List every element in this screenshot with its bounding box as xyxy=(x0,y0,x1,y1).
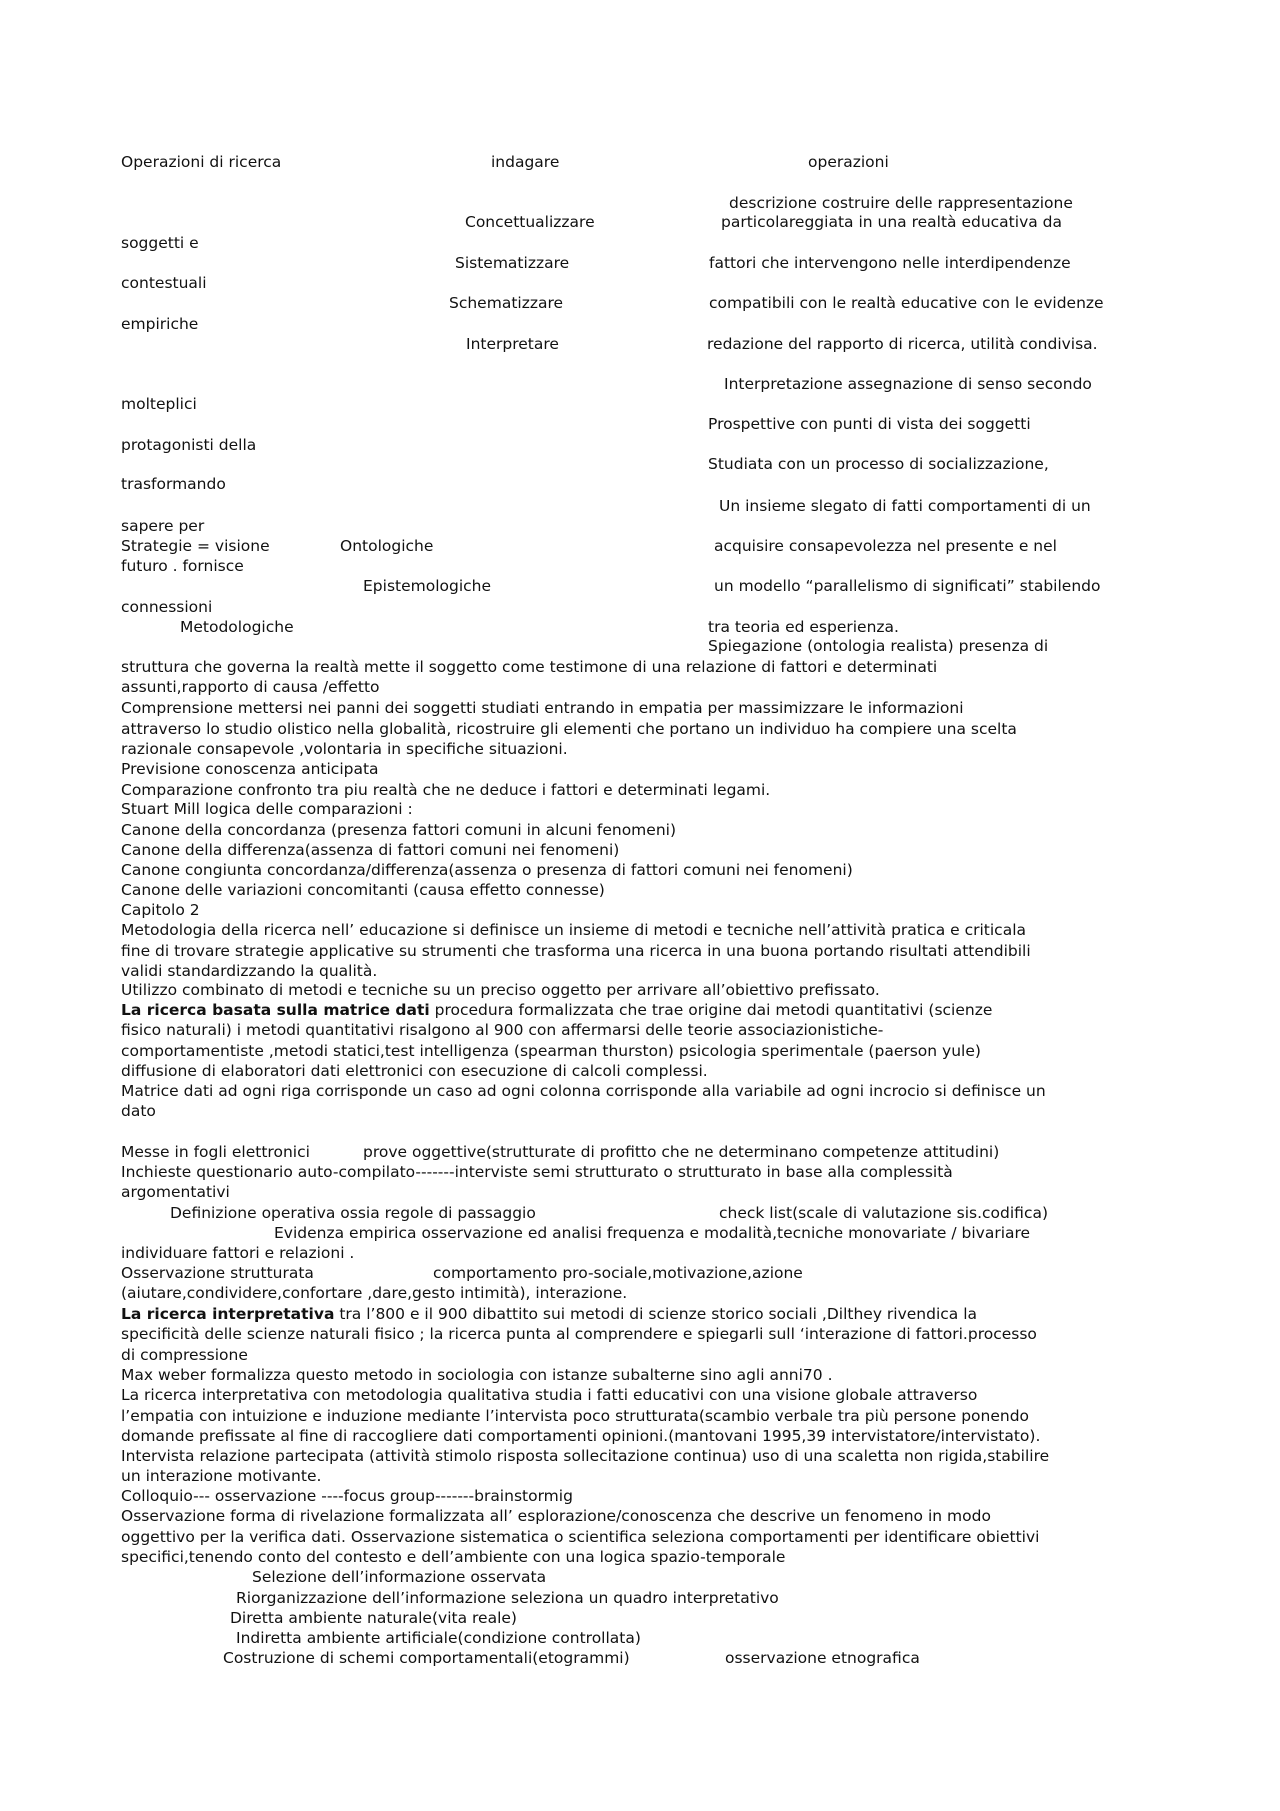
section-heading-capitolo-2: Capitolo 2 xyxy=(121,901,200,919)
text-line: (aiutare,condividere,confortare ,dare,gesto intimità), interazione. xyxy=(121,1284,628,1302)
text-line: empiriche xyxy=(121,315,199,333)
text-line: Interpretazione assegnazione di senso secondo xyxy=(724,375,1092,393)
text-line: un modello “parallelismo di significati” stabilendo xyxy=(714,577,1101,595)
text-line: diffusione di elaboratori dati elettronici con esecuzione di calcoli complessi. xyxy=(121,1062,708,1080)
text-line: connessioni xyxy=(121,598,213,616)
text-line: Interpretare xyxy=(466,335,559,353)
text-line: oggettivo per la verifica dati. Osservazione sistematica o scientifica seleziona comportamenti per identificare obiettivi xyxy=(121,1528,1040,1546)
text-line: comportamentiste ,metodi statici,test intelligenza (spearman thurston) psicologia sperimentale (paerson yule) xyxy=(121,1042,981,1060)
text-span: tra l’800 e il 900 dibattito sui metodi di scienze storico sociali ,Dilthey rivendica la xyxy=(334,1305,978,1323)
text-line: Osservazione forma di rivelazione formalizzata all’ esplorazione/conoscenza che descrive un fenomeno in modo xyxy=(121,1507,991,1525)
text-line: Max weber formalizza questo metodo in sociologia con istanze subalterne sino agli anni70 . xyxy=(121,1366,833,1384)
text-line: dato xyxy=(121,1102,156,1120)
text-line: Costruzione di schemi comportamentali(etogrammi) xyxy=(223,1649,630,1667)
text-line: Canone delle variazioni concomitanti (causa effetto connesse) xyxy=(121,881,605,899)
text-line: Spiegazione (ontologia realista) presenza di xyxy=(708,637,1049,655)
text-line: Diretta ambiente naturale(vita reale) xyxy=(230,1609,517,1627)
text-line: futuro . fornisce xyxy=(121,557,244,575)
text-line: individuare fattori e relazioni . xyxy=(121,1244,355,1262)
text-line xyxy=(121,1000,992,1020)
text-line: domande prefissate al fine di raccogliere dati comportamenti opinioni.(mantovani 1995,39 intervistatore/intervistato). xyxy=(121,1427,1041,1445)
text-line: prove oggettive(strutturate di profitto che ne determinano competenze attitudini) xyxy=(363,1143,1000,1161)
text-line: tra teoria ed esperienza. xyxy=(708,618,899,636)
text-line: contestuali xyxy=(121,274,207,292)
text-line: Canone della differenza(assenza di fattori comuni nei fenomeni) xyxy=(121,841,620,859)
text-line: l’empatia con intuizione e induzione mediante l’intervista poco strutturata(scambio verbale tra più persone ponendo xyxy=(121,1407,1030,1425)
text-line: Evidenza empirica osservazione ed analisi frequenza e modalità,tecniche monovariate / bivariare xyxy=(274,1224,1031,1242)
text-line: Colloquio--- osservazione ----focus group-------brainstormig xyxy=(121,1487,573,1505)
text-line: redazione del rapporto di ricerca, utilità condivisa. xyxy=(707,335,1098,353)
bold-term-matrice-dati: La ricerca basata sulla matrice dati xyxy=(121,1001,430,1019)
text-line: Un insieme slegato di fatti comportamenti di un xyxy=(719,497,1091,515)
text-line: Utilizzo combinato di metodi e tecniche su un preciso oggetto per arrivare all’obiettivo prefissato. xyxy=(121,981,880,999)
text-line: soggetti e xyxy=(121,234,199,252)
text-line: fine di trovare strategie applicative su strumenti che trasforma una ricerca in una buona portando risultati attendibili xyxy=(121,942,1031,960)
text-line: fattori che intervengono nelle interdipendenze xyxy=(709,254,1071,272)
text-line: particolareggiata in una realtà educativa da xyxy=(721,213,1062,231)
text-line: Riorganizzazione dell’informazione seleziona un quadro interpretativo xyxy=(236,1589,779,1607)
text-line: compatibili con le realtà educative con le evidenze xyxy=(709,294,1104,312)
header-col-operazioni: operazioni xyxy=(808,153,889,171)
text-line: Prospettive con punti di vista dei soggetti xyxy=(708,415,1031,433)
text-line: trasformando xyxy=(121,475,226,493)
text-line: specificità delle scienze naturali fisico ; la ricerca punta al comprendere e spiegarli sull ‘interazione di fattori.processo xyxy=(121,1325,1037,1343)
text-line xyxy=(121,1304,977,1324)
text-line: assunti,rapporto di causa /effetto xyxy=(121,678,380,696)
text-line: Matrice dati ad ogni riga corrisponde un caso ad ogni colonna corrisponde alla variabile ad ogni incrocio si definisce un xyxy=(121,1082,1046,1100)
text-line: argomentativi xyxy=(121,1183,230,1201)
text-line: osservazione etnografica xyxy=(725,1649,920,1667)
text-line: Epistemologiche xyxy=(363,577,492,595)
text-line: Indiretta ambiente artificiale(condizione controllata) xyxy=(236,1629,641,1647)
text-line: Studiata con un processo di socializzazione, xyxy=(708,455,1049,473)
text-line: Schematizzare xyxy=(449,294,564,312)
text-line: Previsione conoscenza anticipata xyxy=(121,760,379,778)
text-line: Comprensione mettersi nei panni dei soggetti studiati entrando in empatia per massimizzare le informazioni xyxy=(121,699,964,717)
text-line: Canone congiunta concordanza/differenza(assenza o presenza di fattori comuni nei fenomeni) xyxy=(121,861,853,879)
text-line: struttura che governa la realtà mette il soggetto come testimone di una relazione di fattori e determinati xyxy=(121,658,938,676)
text-span: procedura formalizzata che trae origine dai metodi quantitativi (scienze xyxy=(429,1001,993,1019)
text-line: di compressione xyxy=(121,1346,248,1364)
text-line: La ricerca interpretativa con metodologia qualitativa studia i fatti educativi con una visione globale attraverso xyxy=(121,1386,978,1404)
text-line: un interazione motivante. xyxy=(121,1467,322,1485)
text-line: Canone della concordanza (presenza fattori comuni in alcuni fenomeni) xyxy=(121,821,676,839)
text-line: specifici,tenendo conto del contesto e dell’ambiente con una logica spazio-temporale xyxy=(121,1548,786,1566)
text-line: Messe in fogli elettronici xyxy=(121,1143,310,1161)
text-line: validi standardizzando la qualità. xyxy=(121,962,378,980)
text-line: Stuart Mill logica delle comparazioni : xyxy=(121,800,413,818)
text-line: Strategie = visione xyxy=(121,537,270,555)
text-line: Concettualizzare xyxy=(465,213,595,231)
text-line: Inchieste questionario auto-compilato-------interviste semi strutturato o strutturato in base alla complessità xyxy=(121,1163,953,1181)
header-col-indagare: indagare xyxy=(491,153,560,171)
text-line: sapere per xyxy=(121,517,205,535)
text-line: razionale consapevole ,volontaria in specifiche situazioni. xyxy=(121,740,568,758)
text-line: Intervista relazione partecipata (attività stimolo risposta sollecitazione continua) uso di una scaletta non rigida,stabilire xyxy=(121,1447,1050,1465)
text-line: protagonisti della xyxy=(121,436,257,454)
text-line: Metodologiche xyxy=(180,618,294,636)
text-line: comportamento pro-sociale,motivazione,azione xyxy=(433,1264,803,1282)
header-col-operazioni-ricerca: Operazioni di ricerca xyxy=(121,153,282,171)
text-line: Comparazione confronto tra piu realtà che ne deduce i fattori e determinati legami. xyxy=(121,781,771,799)
text-line: Sistematizzare xyxy=(455,254,570,272)
text-line: descrizione costruire delle rappresentazione xyxy=(729,194,1073,212)
bold-term-ricerca-interpretativa: La ricerca interpretativa xyxy=(121,1305,335,1323)
text-line: fisico naturali) i metodi quantitativi risalgono al 900 con affermarsi delle teorie associazionistiche- xyxy=(121,1021,884,1039)
text-line: check list(scale di valutazione sis.codifica) xyxy=(719,1204,1049,1222)
text-line: Definizione operativa ossia regole di passaggio xyxy=(170,1204,536,1222)
text-line: Selezione dell’informazione osservata xyxy=(252,1568,547,1586)
text-line: Osservazione strutturata xyxy=(121,1264,314,1282)
text-line: Metodologia della ricerca nell’ educazione si definisce un insieme di metodi e tecniche nell’attività pratica e criticala xyxy=(121,921,1026,939)
text-line: attraverso lo studio olistico nella globalità, ricostruire gli elementi che portano un individuo ha compiere una scelta xyxy=(121,720,1017,738)
text-line: molteplici xyxy=(121,395,197,413)
text-line: acquisire consapevolezza nel presente e nel xyxy=(714,537,1057,555)
text-line: Ontologiche xyxy=(340,537,434,555)
